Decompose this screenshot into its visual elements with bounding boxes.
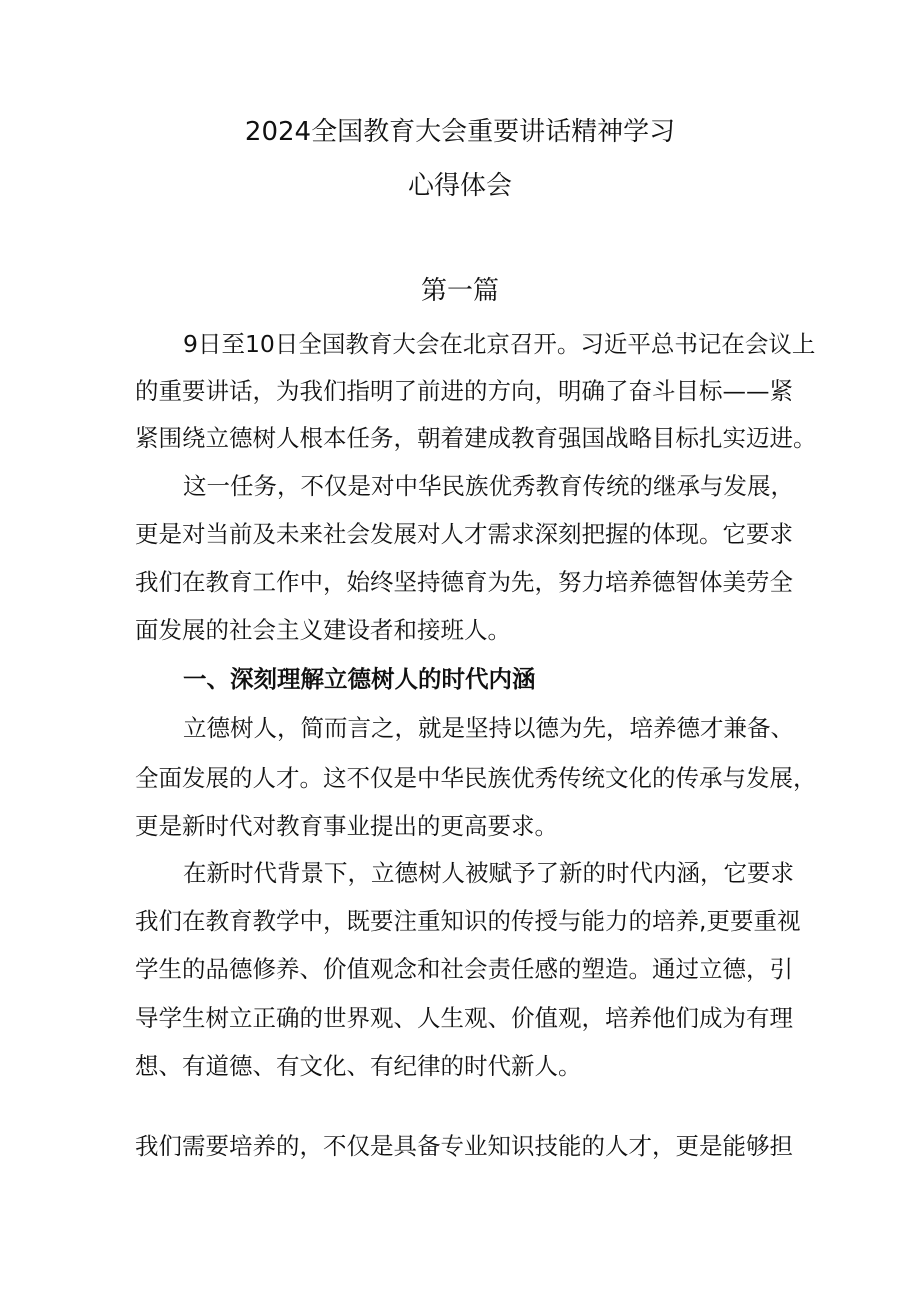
- paragraph-line: 在新时代背景下，立德树人被赋予了新的时代内涵，它要求: [183, 859, 794, 887]
- paragraph-line: 我们在教育工作中，始终坚持德育为先，努力培养德智体美劳全: [135, 568, 793, 596]
- document-title-line-1: 2024全国教育大会重要讲话精神学习: [244, 117, 676, 147]
- paragraph-line: 导学生树立正确的世界观、人生观、价值观，培养他们成为有理: [135, 1004, 793, 1032]
- paragraph-line: 紧围绕立德树人根本任务，朝着建成教育强国战略目标扎实迈进。: [135, 424, 817, 452]
- paragraph-line: 面发展的社会主义建设者和接班人。: [135, 616, 511, 644]
- paragraph-line: 学生的品德修养、价值观念和社会责任感的塑造。通过立德，引: [135, 955, 793, 983]
- document-title-line-2: 心得体会: [407, 171, 512, 201]
- paragraph-line: 这一任务，不仅是对中华民族优秀教育传统的继承与发展，: [183, 472, 794, 500]
- paragraph-line: 9日至10日全国教育大会在北京召开。习近平总书记在会议上: [183, 330, 816, 358]
- paragraph-line: 全面发展的人才。这不仅是中华民族优秀传统文化的传承与发展，: [135, 764, 817, 792]
- paragraph-line: 更是新时代对教育事业提出的更高要求。: [135, 812, 558, 840]
- paragraph-line: 更是对当前及未来社会发展对人才需求深刻把握的体现。它要求: [135, 520, 793, 548]
- subheading: 一、深刻理解立德树人的时代内涵: [183, 665, 536, 693]
- paragraph-line: 我们在教育教学中，既要注重知识的传授与能力的培养,更要重视: [135, 907, 801, 935]
- section-heading: 第一篇: [420, 276, 499, 306]
- paragraph-line: 想、有道德、有文化、有纪律的时代新人。: [135, 1052, 582, 1080]
- paragraph-line: 我们需要培养的，不仅是具备专业知识技能的人才，更是能够担: [135, 1132, 793, 1160]
- paragraph-line: 的重要讲话，为我们指明了前进的方向，明确了奋斗目标——紧: [135, 377, 793, 405]
- paragraph-line: 立德树人，简而言之，就是坚持以德为先，培养德才兼备、: [183, 714, 794, 742]
